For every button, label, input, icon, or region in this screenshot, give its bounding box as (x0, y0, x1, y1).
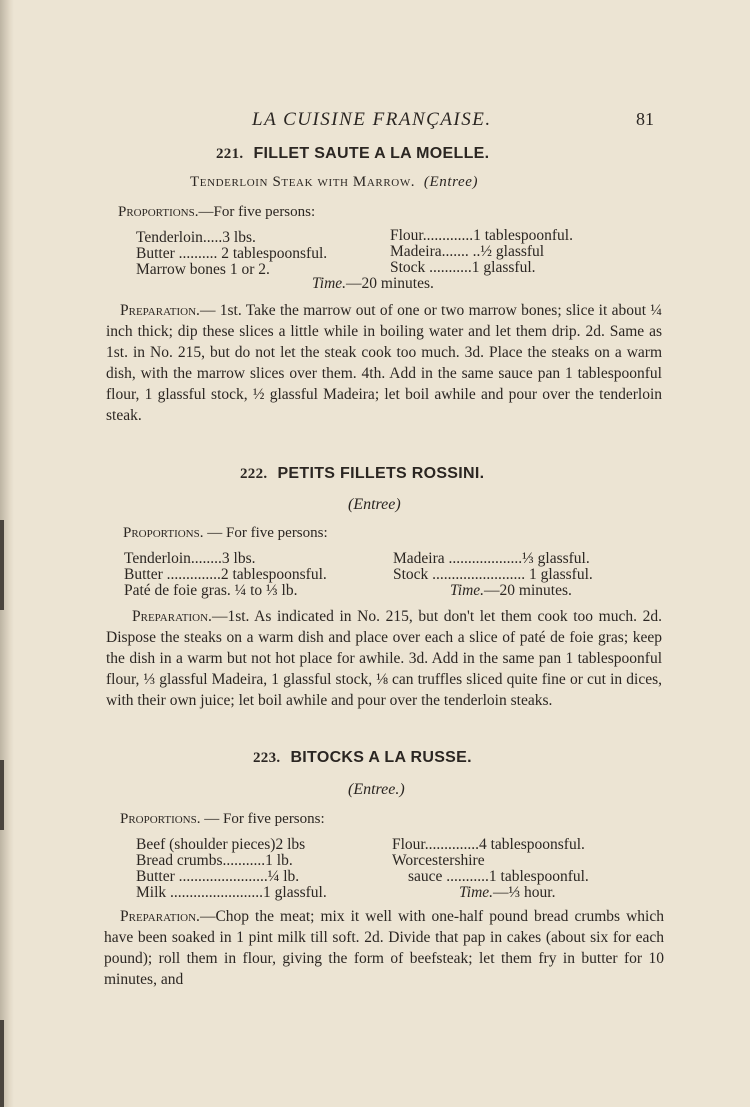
ingredient-left: Milk ........................1 glassful. (136, 884, 327, 901)
recipe-title: FILLET SAUTE A LA MOELLE. (253, 145, 490, 162)
binding-shadow (0, 1020, 4, 1107)
proportions-line (120, 811, 325, 828)
recipe-heading (253, 749, 472, 767)
time-text: —20 minutes. (484, 582, 572, 599)
time-line (450, 583, 572, 599)
proportions-line (123, 525, 328, 542)
page-number: 81 (636, 109, 654, 129)
ingredient-left: Marrow bones 1 or 2. (136, 261, 270, 278)
time-text: —20 minutes. (346, 275, 434, 292)
ingredient-left: Paté de foie gras. ¼ to ⅓ lb. (124, 582, 298, 599)
recipe-subtitle: Tenderloin Steak with Marrow. (190, 174, 416, 190)
ingredient-left: Bread crumbs...........1 lb. (136, 852, 293, 869)
proportions-text: — For five persons: (200, 811, 325, 827)
time-label: Time. (459, 884, 494, 901)
ingredient-left: Butter .......... 2 tablespoonsful. (136, 245, 328, 262)
recipe-heading (216, 145, 489, 163)
time-line (312, 276, 434, 292)
preparation-paragraph (106, 300, 662, 426)
time-line (459, 885, 555, 901)
time-label: Time. (450, 582, 485, 599)
preparation-paragraph (106, 606, 662, 711)
proportions-line (118, 204, 315, 221)
ingredient-left: Tenderloin.....3 lbs. (136, 229, 256, 246)
ingredient-right: sauce ...........1 tablespoonful. (408, 868, 589, 885)
binding-shadow (0, 520, 4, 610)
ingredient-right: Stock ...........1 glassful. (390, 259, 536, 276)
recipe-tag: (Entree.) (348, 781, 405, 798)
ingredient-right: Madeira ...................⅓ glassful. (393, 550, 590, 567)
recipe-heading (240, 465, 484, 483)
time-label: Time. (312, 275, 347, 292)
recipe-title: BITOCKS A LA RUSSE. (290, 749, 472, 766)
recipe-number: 221. (216, 146, 244, 162)
recipe-title: PETITS FILLETS ROSSINI. (277, 465, 485, 482)
preparation-text: —1st. As indicated in No. 215, but don't let them cook too much. 2d. Dispose the steaks on a warm dish and place over each a slice of paté de foie gras; keep the dish in a warm but not hot place for awhile. 3d. Add in the same pan 1 tablespoonful flour, ⅓ glassful Madeira, 1 glassful stock, ⅛ can truffles sliced quite fine or cut in dices, with their own juice; let boil awhile and pour over the tenderloin steaks. (106, 608, 662, 709)
ingredient-left: Butter .......................¼ lb. (136, 868, 300, 885)
ingredient-left: Tenderloin........3 lbs. (124, 550, 256, 567)
preparation-text: — 1st. Take the marrow out of one or two marrow bones; slice it about ¼ inch thick; dip these slices a little while in boiling water and let them drip. 2d. Same as 1st. in No. 215, but do not let the steak cook too much. 3d. Place the steaks on a warm dish, with the marrow slices over them. 4th. Add in the same sauce pan 1 tablespoonful flour, 1 glassful stock, ½ glassful Madeira; let boil awhile and pour over the tenderloin steak. (106, 302, 662, 424)
recipe-number: 223. (253, 750, 281, 766)
preparation-label: Preparation. (120, 908, 200, 925)
ingredient-left: Butter ..............2 tablespoonsful. (124, 566, 327, 583)
proportions-label: Proportions. (118, 204, 199, 220)
ingredient-right: Flour.............1 tablespoonful. (390, 227, 573, 244)
ingredient-right: Madeira....... ..½ glassful (390, 243, 545, 260)
ingredient-right: Worcestershire (392, 852, 485, 869)
preparation-paragraph (104, 906, 664, 990)
recipe-tag: (Entree) (348, 496, 401, 513)
ingredient-left: Beef (shoulder pieces)2 lbs (136, 836, 306, 853)
recipe-subtitle-line (190, 174, 478, 191)
binding-shadow (0, 760, 4, 830)
time-text: —⅓ hour. (493, 884, 556, 901)
proportions-text: —For five persons: (198, 204, 316, 220)
proportions-text: — For five persons: (203, 525, 328, 541)
preparation-text: —Chop the meat; mix it well with one-half pound bread crumbs which have been soaked in 1 pint milk till soft. 2d. Divide that pap in cakes (about six for each pound); roll them in flour, giving the form of beefsteak; let them fry in butter for 10 minutes, and (104, 908, 664, 988)
proportions-label: Proportions. (120, 811, 201, 827)
ingredient-right: Flour..............4 tablespoonsful. (392, 836, 585, 853)
preparation-label: Preparation. (120, 302, 200, 319)
proportions-label: Proportions. (123, 525, 204, 541)
ingredient-right: Stock ........................ 1 glassful. (393, 566, 593, 583)
recipe-tag: (Entree) (423, 174, 479, 190)
preparation-label: Preparation. (132, 608, 212, 625)
running-header-title: LA CUISINE FRANÇAISE. (252, 109, 492, 130)
recipe-number: 222. (240, 466, 268, 482)
